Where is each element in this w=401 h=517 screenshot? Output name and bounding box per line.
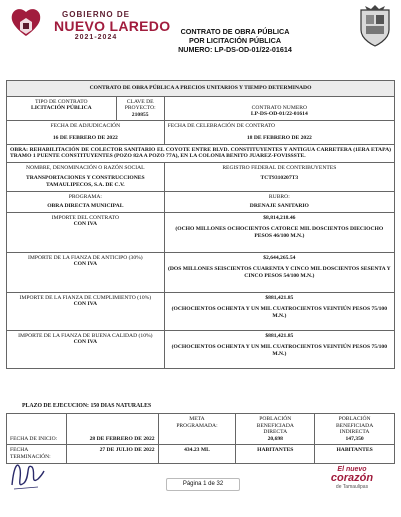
government-logo-icon [6,6,46,46]
direct-population-label-cell [236,414,315,445]
indirect-population-label-1: POBLACIÓN [338,416,371,422]
compliance-bond-label-2: CON IVA [73,301,98,308]
contract-number-value: LP-DS-OD-01/22-01614 [250,111,308,118]
slogan-logo [312,466,392,490]
end-date-label: FECHA TERMINACIÓN: [7,445,67,463]
project-key-label-1: CLAVE DE [126,98,154,105]
quality-bond-label-2: CON IVA [73,339,98,346]
advance-bond-text: (DOS MILLONES SEISCIENTOS CUARENTA Y CINCO MIL DOSCIENTOS SESENTA Y CINCO PESOS 54/100 M.N.) [168,266,391,279]
indirect-population-value-1: 147,350 [345,435,364,442]
quality-bond-value: $881,421.85 [265,332,294,339]
compliance-bond-label-1: IMPORTE DE LA FIANZA DE CUMPLIMIENTO (10%) [19,294,152,301]
title-line1: CONTRATO DE OBRA PÚBLICA [180,27,290,36]
amount-label-cell [7,212,165,252]
direct-population-value-1: 20,698 [267,435,283,442]
indirect-population-label-3: INDIRECTA [339,429,370,436]
slogan-line2: corazón [330,472,374,484]
category-cell [164,191,394,212]
end-date-value: 27 DE JULIO DE 2022 [66,445,158,463]
project-key-label-2: PROYECTO: [124,105,156,112]
signing-date-label: FECHA DE CELEBRACIÓN DE CONTRATO [167,123,276,130]
contract-type-cell [7,96,117,121]
advance-bond-value-cell [164,252,394,292]
direct-population-value-2: HABITANTES [236,445,315,463]
amount-label-1: IMPORTE DEL CONTRATO [51,214,120,221]
goal-value: 434.23 ML [158,445,236,463]
signing-date-value: 18 DE FEBRERO DE 2022 [246,134,312,141]
contract-type-value: LICITACIÓN PÚBLICA [31,105,92,112]
award-date-label: FECHA DE ADJUDICACIÓN [50,123,121,130]
indirect-population-label-cell [315,414,395,445]
program-cell [7,191,165,212]
goal-label-cell [158,414,236,445]
quality-bond-text: (OCHOCIENTOS OCHENTA Y UN MIL CUATROCIENTOS VEINTIÚN PESOS 75/100 M.N.) [171,344,388,357]
contract-table [6,80,395,369]
direct-population-label-2: BENEFICIADA [256,422,294,429]
start-date-value: 28 DE FEBRERO DE 2022 [66,414,158,445]
page-header [0,0,401,70]
start-date-label: FECHA DE INICIO: [7,414,67,445]
amount-value: $8,814,218.46 [263,214,296,221]
program-value: OBRA DIRECTA MUNICIPAL [47,203,124,210]
advance-bond-label-1: IMPORTE DE LA FIANZA DE ANTICIPO (30%) [28,254,143,261]
coat-of-arms-icon [357,4,393,48]
section-title: CONTRATO DE OBRA PÚBLICA A PRECIOS UNITARIOS Y TIEMPO DETERMINADO [7,81,395,97]
company-value: TRANSPORTACIONES Y CONSTRUCCIONES TAMAULIPECOS, S.A. DE C.V. [26,175,145,188]
work-description: OBRA: REHABILITACIÓN DE COLECTOR SANITARIO EL COYOTE ENTRE BLVD. CONSTITUYENTES Y ANTIGUA CARRETERA (1ERA ETAPA) TRAMO 1 PUENTE CONSTITUYENTES (POZO 82A A POZO 77A), EN LA COLONIA BENITO JUAREZ-FOVISSSTE. [7,144,395,162]
quality-bond-value-cell [164,330,394,368]
compliance-bond-value: $881,421.85 [265,294,294,301]
indirect-population-value-2: HABITANTES [315,445,395,463]
award-date-value: 16 DE FEBRERO DE 2022 [52,134,118,141]
rfc-value: TCT9310207T3 [260,175,299,182]
page-number: Página 1 de 32 [166,478,240,491]
signature-icon [8,455,48,495]
compliance-bond-label-cell [7,292,165,330]
contract-type-label: TIPO DE CONTRATO [35,98,88,105]
compliance-bond-text: (OCHOCIENTOS OCHENTA Y UN MIL CUATROCIENTOS VEINTIÚN PESOS 75/100 M.N.) [171,306,388,319]
title-line3: NUMERO: LP-DS-OD-01/22-01614 [178,45,292,54]
goal-label-1: META [189,416,205,422]
amount-text: (OCHO MILLONES OCHOCIENTOS CATORCE MIL DOSCIENTOS DIECIOCHO PESOS 46/100 M.N.) [175,226,384,239]
signing-date-cell [164,121,394,144]
document-title [150,27,320,54]
rfc-cell [164,162,394,191]
compliance-bond-value-cell [164,292,394,330]
amount-label-2: CON IVA [73,221,98,228]
advance-bond-label-cell [7,252,165,292]
direct-population-label-1: POBLACIÓN [259,416,292,422]
slogan-line3: de Tamaulipas [335,484,369,490]
contract-number-label: CONTRATO NUMERO [251,104,308,111]
execution-period: PLAZO DE EJECUCION: 150 DIAS NATURALES [22,403,152,409]
quality-bond-label-1: IMPORTE DE LA FIANZA DE BUENA CALIDAD (10%) [18,332,153,339]
advance-bond-label-2: CON IVA [73,261,98,268]
project-key-cell [116,96,164,121]
gov-line2: NUEVO LAREDO [54,18,171,34]
quality-bond-label-cell [7,330,165,368]
gov-line1: GOBIERNO DE [62,10,130,19]
category-value: DRENAJE SANITARIO [249,203,309,210]
schedule-table [6,413,395,464]
goal-label-2: PROGRAMADA: [176,422,218,429]
slogan-line1: El nuevo [337,466,367,473]
company-label: NOMBRE, DENOMINACIÓN O RAZÓN SOCIAL [26,164,145,171]
gov-years: 2021-2024 [74,34,118,41]
project-key-value: 210855 [131,111,149,118]
category-label: RUBRO: [268,193,290,200]
amount-value-cell [164,212,394,252]
company-cell [7,162,165,191]
contract-number-cell [164,96,394,121]
advance-bond-value: $2,644,265.54 [263,254,296,261]
program-label: PROGRAMA: [68,193,102,200]
indirect-population-label-2: BENEFICIADA [335,422,374,429]
rfc-label: REGISTRO FEDERAL DE CONTRIBUYENTES [222,164,337,171]
award-date-cell [7,121,165,144]
title-line2: POR LICITACIÓN PÚBLICA [188,36,282,45]
direct-population-label-3: DIRECTA [263,429,288,436]
